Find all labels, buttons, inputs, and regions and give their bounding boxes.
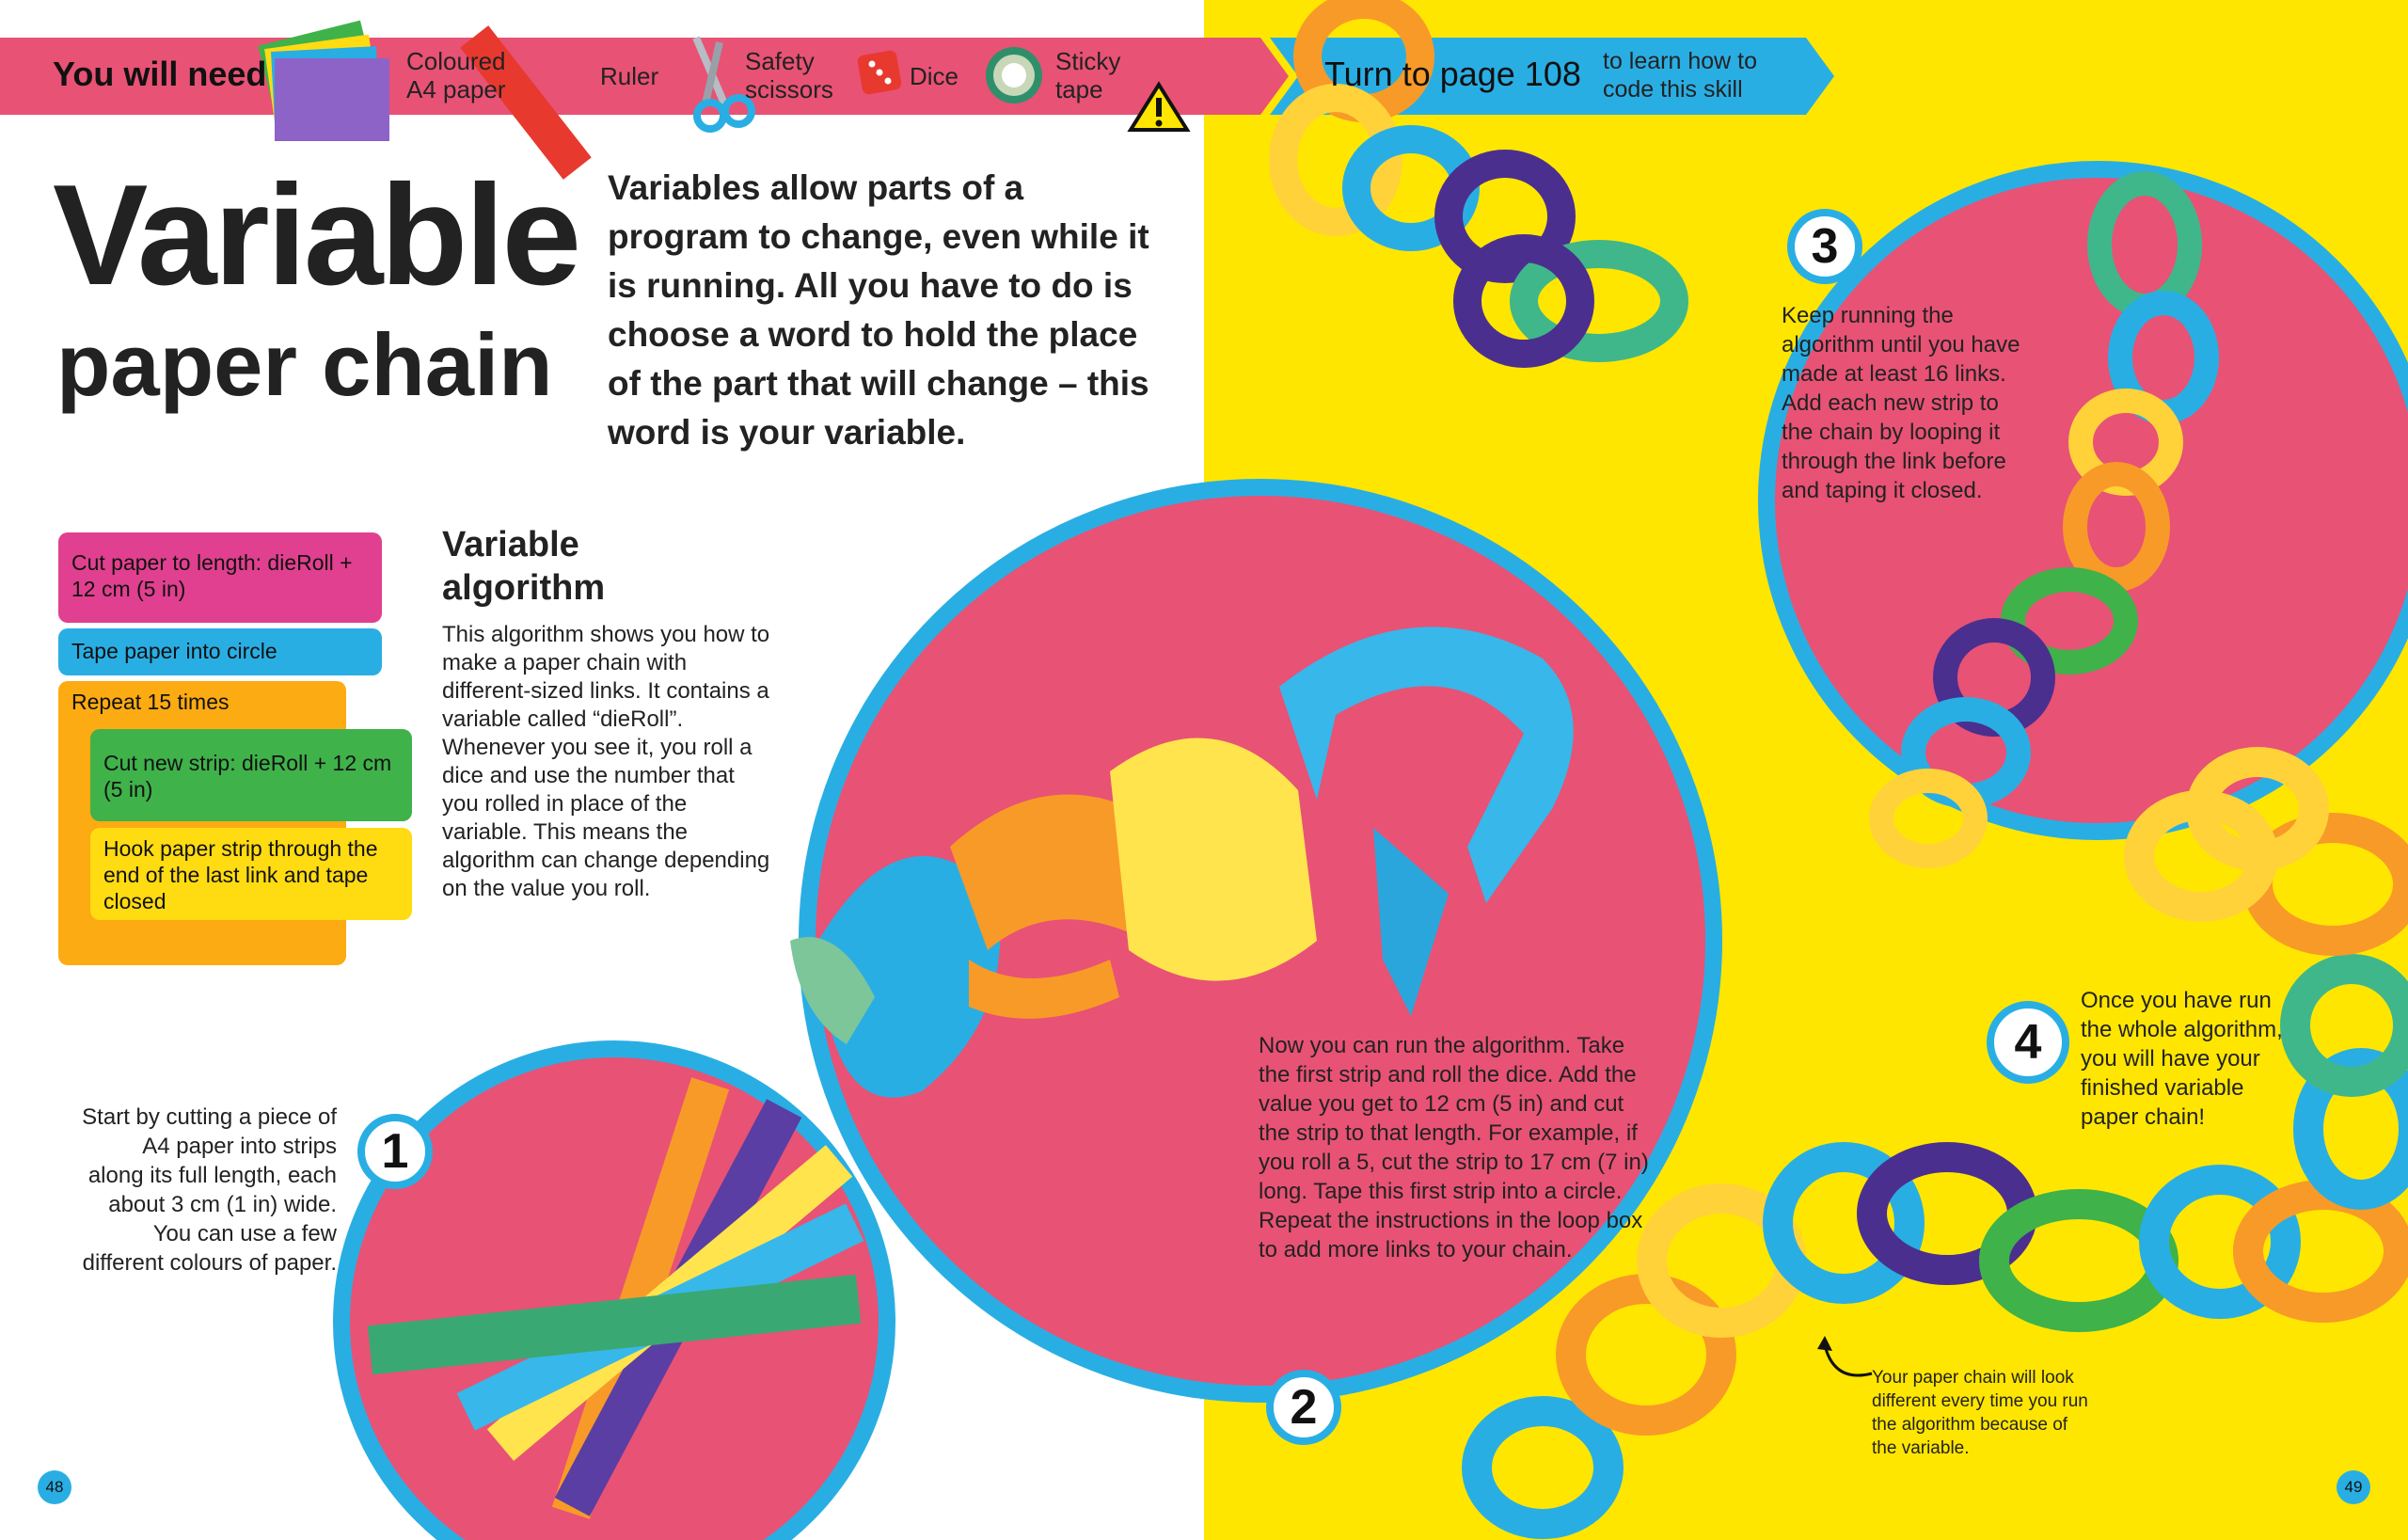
algorithm-block-repeat — [58, 681, 346, 965]
item-coloured-paper: Coloured A4 paper — [406, 47, 506, 103]
intro-paragraph: Variables allow parts of a program to change, even while it is running. All you have to do is choose a word to hold the place of the part that will change – this word is your variable. — [608, 168, 1149, 452]
step-1-text: Start by cutting a piece of A4 paper into strips along its full length, each about 3 cm (1 in) wide. You can use a few different colours of paper. — [82, 1104, 337, 1276]
algorithm-block-cut-paper: Cut paper to length: dieRoll + 12 cm (5 in) — [58, 532, 382, 623]
algorithm-block-cut-strip: Cut new strip: dieRoll + 12 cm (5 in) — [90, 729, 412, 821]
step-4-text: Once you have run the whole algorithm, you will have your finished variable paper chain! — [2081, 988, 2283, 1130]
step-4-badge: 4 — [1987, 1001, 2069, 1084]
step-3-badge: 3 — [1787, 209, 1862, 284]
page-title-line1: Variable — [53, 155, 579, 315]
algorithm-description: This algorithm shows you how to make a paper chain with different-sized links. It contains a variable called “dieRoll”. Whenever you see it, you roll a dice and use the number that you rolled in place of the variable. This means the algorithm can change depending on the value you roll. — [442, 622, 770, 901]
caption-arrow — [1825, 1345, 1872, 1375]
step-2-text: Now you can run the algorithm. Take the first strip and roll the dice. Add the value you get to 12 cm (5 in) and cut the strip to that length. For example, if you roll a 5, cut the strip to 17 cm (7 in) long. Tape this first strip into a circle. Repeat the instructions in the loop box to add more links to your chain. — [1259, 1033, 1649, 1262]
repeat-label: Repeat 15 times — [71, 690, 230, 714]
step-3-text: Keep running the algorithm until you have made at least 16 links. Add each new strip to the chain by looping it through the link before and taping it closed. — [1782, 303, 2020, 503]
you-will-need-label: You will need — [53, 55, 267, 93]
algorithm-block-hook-strip: Hook paper strip through the end of the last link and tape closed — [90, 828, 412, 920]
page-title-line2: paper chain — [56, 315, 553, 414]
turn-to-page-sub: to learn how to code this skill — [1603, 48, 1757, 103]
algorithm-block-tape-circle: Tape paper into circle — [58, 628, 382, 675]
tape-icon — [986, 47, 1042, 103]
turn-to-page-label: Turn to page 108 — [1324, 55, 1581, 93]
item-ruler: Ruler — [600, 62, 659, 90]
dice-icon — [857, 50, 903, 96]
step-1-badge: 1 — [357, 1114, 433, 1189]
page-number-left: 48 — [38, 1470, 71, 1504]
page-number-right: 49 — [2337, 1470, 2370, 1504]
step-2-badge: 2 — [1266, 1370, 1341, 1445]
item-safety-scissors: Safety scissors — [745, 47, 833, 103]
item-sticky-tape: Sticky tape — [1055, 47, 1121, 103]
chain-caption: Your paper chain will look different every time you run the algorithm because of the variable. — [1872, 1368, 2088, 1458]
item-dice: Dice — [910, 62, 959, 90]
algorithm-title: Variable algorithm — [442, 525, 606, 608]
